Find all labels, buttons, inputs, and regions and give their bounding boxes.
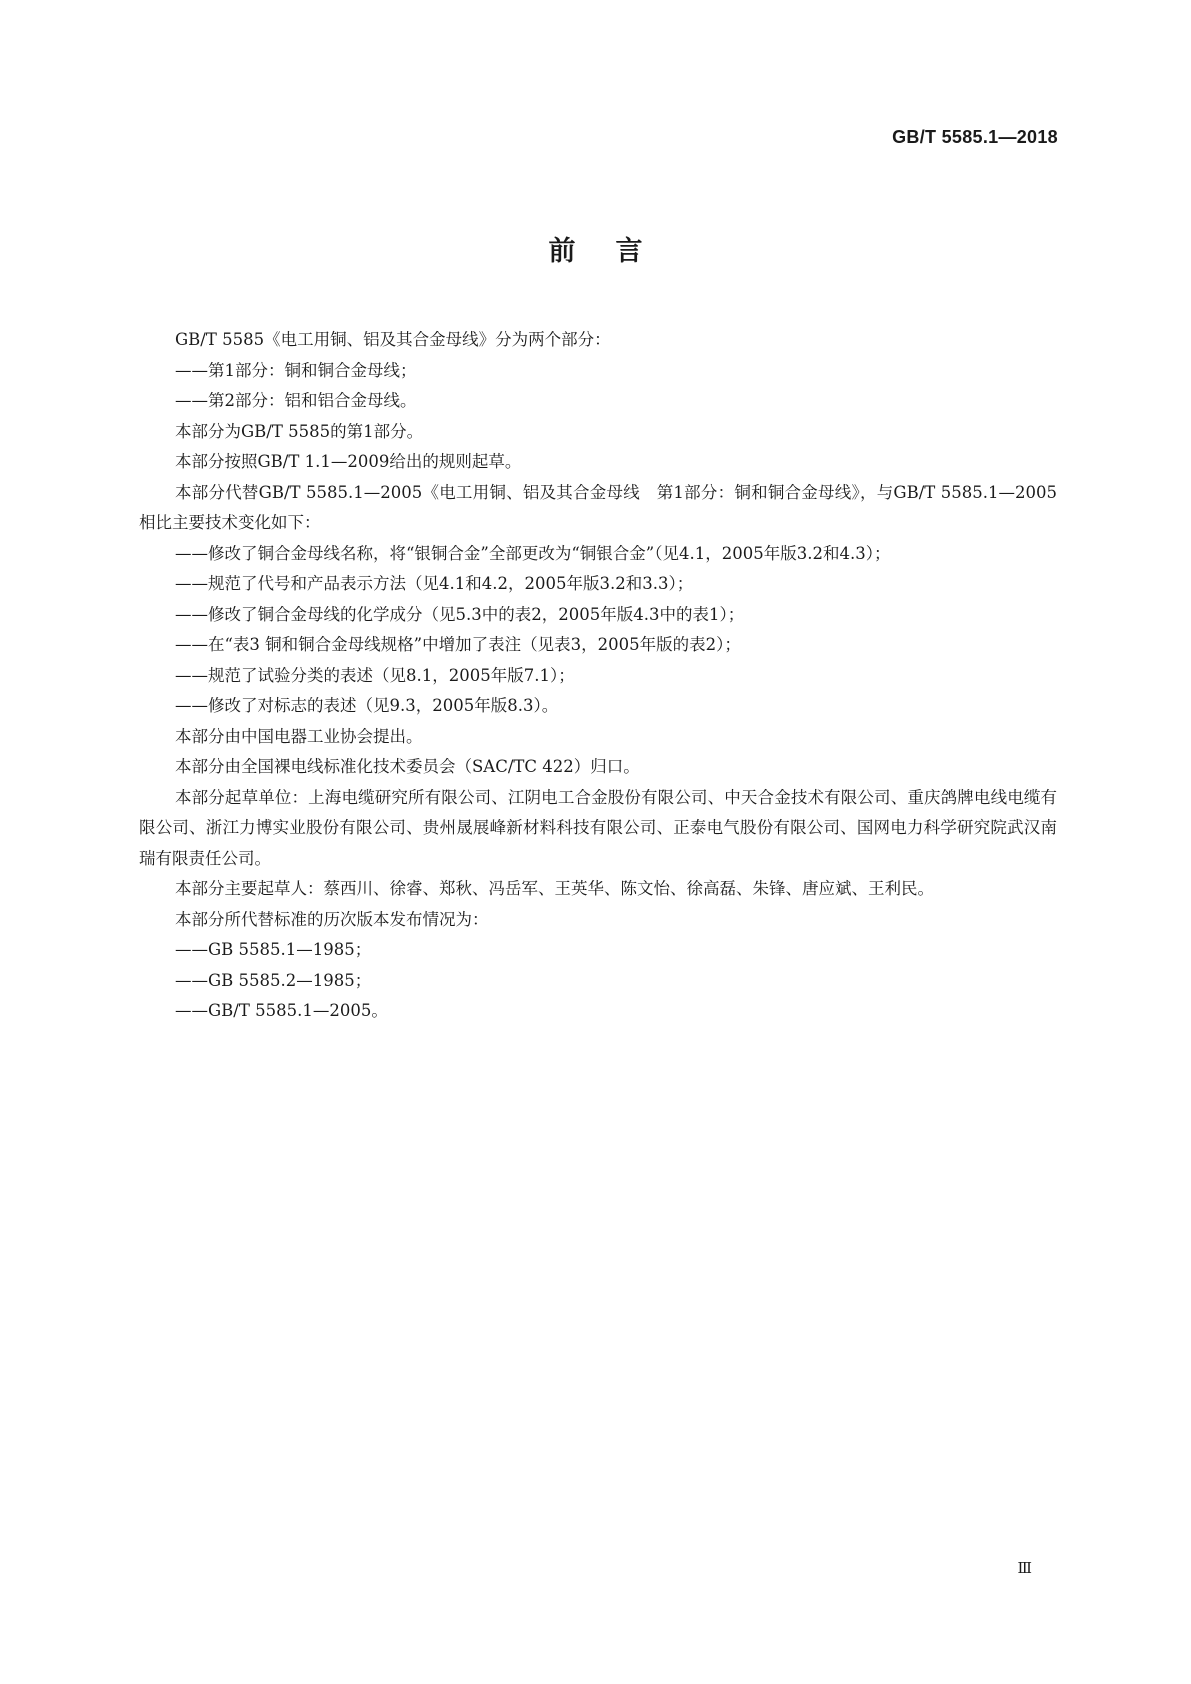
page-title: 前言: [548, 236, 683, 267]
page-number: Ⅲ: [1017, 1559, 1032, 1577]
list-item: ——在“表3 铜和铜合金母线规格”中增加了表注（见表3，2005年版的表2）；: [175, 635, 741, 654]
list-item: ——第1部分：铜和铜合金母线；: [175, 360, 417, 380]
standard-code: GB/T 5585.1—2018: [892, 127, 1058, 147]
paragraph: 本部分按照GB/T 1.1—2009给出的规则起草。: [175, 452, 522, 471]
paragraph: 本部分起草单位：上海电缆研究所有限公司、江阴电工合金股份有限公司、中天合金技术有限公司、重庆鸽牌电线电缆有限公司、浙江力博实业股份有限公司、贵州晟展峰新材料科技有限公司、正泰电气股份有限公司、国网电力科学研究院武汉南瑞有限责任公司。: [139, 787, 1057, 868]
paragraph: 本部分由全国裸电线标准化技术委员会（SAC/TC 422）归口。: [175, 757, 640, 776]
list-item: ——GB 5585.2—1985；: [175, 970, 372, 990]
list-item: ——规范了试验分类的表述（见8.1，2005年版7.1）；: [175, 665, 575, 685]
paragraph: 本部分代替GB/T 5585.1—2005《电工用铜、铝及其合金母线 第1部分：铜和铜合金母线》，与GB/T 5585.1—2005相比主要技术变化如下：: [139, 482, 1057, 532]
list-item: ——修改了铜合金母线的化学成分（见5.3中的表2，2005年版4.3中的表1）；: [175, 604, 745, 624]
paragraph: 本部分由中国电器工业协会提出。: [175, 726, 423, 746]
foreword-body: [139, 325, 1057, 1027]
list-item: ——修改了对标志的表述（见9.3，2005年版8.3）。: [175, 696, 559, 715]
list-item: ——规范了代号和产品表示方法（见4.1和4.2，2005年版3.2和3.3）；: [175, 574, 694, 593]
paragraph: 本部分主要起草人：蔡西川、徐睿、郑秋、冯岳军、王英华、陈文怡、徐高磊、朱锋、唐应斌、王利民。: [175, 879, 934, 898]
list-item: ——GB/T 5585.1—2005。: [175, 1001, 388, 1020]
paragraph: GB/T 5585《电工用铜、铝及其合金母线》分为两个部分：: [175, 330, 611, 349]
paragraph: 本部分所代替标准的历次版本发布情况为：: [175, 909, 489, 929]
list-item: ——修改了铜合金母线名称，将“银铜合金”全部更改为“铜银合金”（见4.1，2005年版3.2和4.3）；: [175, 543, 891, 563]
list-item: ——GB 5585.1—1985；: [175, 940, 372, 959]
list-item: ——第2部分：铝和铝合金母线。: [175, 391, 417, 410]
paragraph: 本部分为GB/T 5585的第1部分。: [175, 421, 424, 441]
